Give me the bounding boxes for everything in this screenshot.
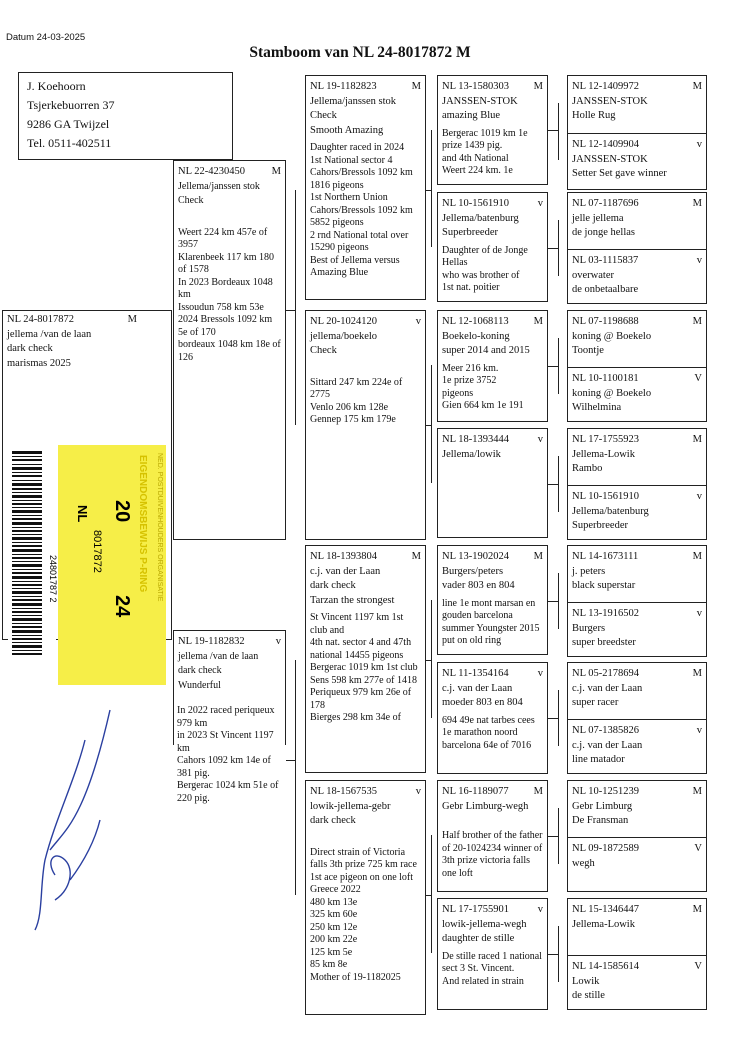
pedigree-text: Superbreeder — [442, 227, 498, 238]
gen4-pair-8 — [567, 898, 707, 1010]
gen3-box-8 — [437, 898, 548, 1010]
connector — [426, 190, 431, 191]
subject-name: marismas 2025 — [7, 357, 71, 369]
pedigree-text: NL 09-1872589 — [572, 843, 639, 854]
pedigree-text: de stille — [572, 990, 605, 1001]
ring-stamp — [8, 445, 173, 685]
gen3-box-5 — [437, 545, 548, 655]
pedigree-text: NL 14-1585614 — [572, 961, 639, 972]
pedigree-text: lowik-jellema-wegh — [442, 918, 527, 930]
pedigree-text: Sens 598 km 277e of 1418 — [310, 674, 417, 686]
pedigree-text: NL 12-1409972 — [572, 81, 639, 92]
connector — [558, 220, 559, 276]
pedigree-text: Gebr Limburg — [572, 800, 633, 812]
pedigree-text: Tarzan the strongest — [310, 594, 395, 606]
pedigree-text: NL 12-1068113 — [442, 316, 509, 327]
pedigree-text: De Fransman — [572, 815, 629, 826]
sire-note-line: 2024 Bressols 1092 km 5e of 170 — [178, 314, 273, 338]
pedigree-text: 325 km 60e — [310, 909, 358, 920]
pedigree-text: and 4th National — [442, 152, 509, 164]
page-title: Stamboom van NL 24-8017872 M — [249, 44, 471, 61]
pedigree-text: Half brother of the father of 20-1024234 winner of 3th prize victoria falls one loft — [442, 830, 543, 879]
owner-street: Tsjerkebuorren 37 — [27, 98, 115, 112]
pedigree-text: v — [696, 139, 702, 150]
sire-ring: NL 22-4230450 — [178, 166, 245, 177]
connector — [426, 425, 431, 426]
pedigree-text: Meer 216 km. — [442, 362, 499, 374]
pedigree-text: c.j. van der Laan — [310, 565, 381, 577]
pedigree-text: NL 10-1251239 — [572, 786, 639, 797]
barcode-number: 24801787 2 — [48, 555, 58, 603]
pedigree-text: NL 15-1346447 — [572, 904, 639, 915]
pedigree-text: dark check — [310, 580, 356, 591]
pedigree-text: super breedster — [572, 637, 636, 648]
pedigree-text: v — [696, 255, 702, 266]
pedigree-text: NL 19-1182823 — [310, 81, 377, 92]
pedigree-text: De stille raced 1 national sect 3 St. Vincent. — [442, 950, 542, 974]
pedigree-text: 1st nat. poitier — [442, 282, 500, 293]
sire-note-line: Klarenbeek 117 km 180 of 1578 — [178, 251, 274, 275]
owner-phone: Tel. 0511-402511 — [27, 136, 112, 150]
pedigree-text: barcelona 64e of 7016 — [442, 739, 532, 751]
connector — [548, 366, 558, 367]
connector — [558, 690, 559, 746]
pedigree-text: Jellema/lowik — [442, 448, 501, 460]
gen4-pair-4 — [567, 428, 707, 540]
print-date: Datum 24-03-2025 — [6, 32, 86, 43]
sire-note-line: In 2023 Bordeaux 1048 km — [178, 276, 273, 300]
gen4-pair-2 — [567, 192, 707, 304]
signature — [15, 700, 125, 940]
subject-strain: jellema /van de laan — [7, 328, 92, 340]
pedigree-text: And related in strain — [442, 975, 524, 987]
pedigree-text: v — [696, 725, 702, 736]
stamp-ring-text: EIGENDOMSBEWIJS P-RING — [137, 455, 148, 593]
dam-color: dark check — [178, 665, 222, 676]
pedigree-text: Jellema/batenburg — [442, 212, 519, 224]
pedigree-text: 1st ace pigeon on one loft Greece 2022 — [310, 871, 414, 895]
pedigree-text: Gebr Limburg-wegh — [442, 800, 529, 812]
pedigree-text: Rambo — [572, 463, 603, 474]
pedigree-text: Bergerac 1019 km 1e prize 1439 pig. — [442, 127, 528, 151]
pedigree-text: Lowik — [572, 975, 600, 987]
connector — [558, 926, 559, 982]
pedigree-text: super racer — [572, 697, 619, 708]
pedigree-text: NL 07-1385826 — [572, 725, 639, 736]
pedigree-text: NL 13-1580303 — [442, 81, 509, 92]
pedigree-text: c.j. van der Laan — [442, 682, 513, 694]
gen4-pair-6 — [567, 662, 707, 774]
pedigree-text: V — [694, 843, 702, 854]
connector — [548, 836, 558, 837]
dam-sex: v — [275, 636, 281, 647]
pedigree-text: c.j. van der Laan — [572, 739, 643, 751]
signature-stroke — [35, 710, 110, 930]
pedigree-text: 85 km 8e — [310, 959, 348, 970]
connector — [431, 600, 432, 718]
owner-city: 9286 GA Twijzel — [27, 117, 110, 131]
pedigree-text: Mother of 19-1182025 — [310, 971, 401, 983]
pedigree-text: amazing Blue — [442, 110, 501, 121]
pedigree-text: Check — [310, 110, 337, 121]
owner-box — [18, 72, 233, 160]
connector — [548, 484, 558, 485]
gen3-box-1 — [437, 75, 548, 185]
gen2-box-2 — [305, 310, 426, 540]
pedigree-text: Periqueux 979 km 26e of 178 — [310, 687, 412, 711]
gen2-box-3 — [305, 545, 426, 773]
pedigree-text: Daughter of de Jonge Hellas — [442, 244, 528, 268]
pedigree-text: NL 07-1187696 — [572, 198, 639, 209]
pedigree-text: NL 20-1024120 — [310, 316, 377, 327]
gen2-box-4 — [305, 780, 426, 1015]
gen3-box-6 — [437, 662, 548, 774]
pedigree-text: V — [694, 961, 702, 972]
pedigree-text: 1e prize 3752 — [442, 375, 497, 386]
pedigree-text: c.j. van der Laan — [572, 682, 643, 694]
dam-ring: NL 19-1182832 — [178, 636, 245, 647]
pedigree-text: NL 12-1409904 — [572, 139, 639, 150]
pedigree-text: NL 18-1393804 — [310, 551, 377, 562]
stamp-year-top: 20 — [111, 500, 133, 523]
pedigree-text: M — [692, 316, 702, 327]
pedigree-text: M — [692, 786, 702, 797]
pedigree-text: 1st National sector 4 Cahors/Bressols 1092 km 1816 pigeons — [310, 154, 413, 191]
pedigree-text: M — [533, 551, 543, 562]
gen4-pair-3 — [567, 310, 707, 422]
pedigree-text: v — [415, 786, 421, 797]
pedigree-text: NL 03-1115837 — [572, 255, 639, 266]
sire-color: Check — [178, 195, 204, 206]
pedigree-text: vader 803 en 804 — [442, 580, 515, 591]
pedigree-text: Burgers — [572, 622, 606, 634]
pedigree-text: NL 14-1673111 — [572, 551, 639, 562]
pedigree-text: jelle jellema — [572, 212, 624, 224]
pedigree-text: NL 10-1100181 — [572, 373, 639, 384]
pedigree-text: Superbreeder — [572, 520, 628, 531]
pedigree-text: Boekelo-koning — [442, 330, 510, 342]
pedigree-text: Setter Set gave winner — [572, 168, 667, 179]
connector — [431, 835, 432, 953]
stamp-country: NL — [75, 505, 90, 523]
connector — [558, 573, 559, 629]
pedigree-text: v — [537, 434, 543, 445]
connector — [548, 248, 558, 249]
pedigree-text: M — [411, 81, 421, 92]
connector — [558, 456, 559, 512]
pedigree-text: v — [415, 316, 421, 327]
connector — [558, 103, 559, 160]
gen4-pair-1 — [567, 75, 707, 190]
pedigree-text: NL 18-1393444 — [442, 434, 509, 445]
pedigree-text: M — [411, 551, 421, 562]
pedigree-text: NL 05-2178694 — [572, 668, 639, 679]
pedigree-text: v — [537, 904, 543, 915]
dam-note-line: Bergerac 1024 km 51e of 220 pig. — [177, 780, 279, 804]
pedigree-text: M — [533, 316, 543, 327]
stamp-yellow-area — [58, 445, 166, 685]
connector — [426, 660, 431, 661]
pedigree-text: M — [692, 904, 702, 915]
pedigree-text: M — [533, 786, 543, 797]
pedigree-text: NL 17-1755901 — [442, 904, 509, 915]
stamp-org-text: NED. POSTDUIVENHOUDERS ORGANISATIE — [156, 453, 163, 602]
pedigree-text: M — [692, 551, 702, 562]
sire-note-line: Weert 224 km 457e of 3957 — [178, 226, 268, 250]
dam-name: Wunderful — [178, 679, 221, 691]
pedigree-text: Jellema-Lowik — [572, 448, 635, 460]
stamp-ring-number: 8017872 — [91, 530, 103, 573]
sire-sex: M — [271, 166, 281, 177]
pedigree-text: 1st Northern Union Cahors/Bressols 1092 km 5852 pigeons — [310, 192, 413, 228]
pedigree-text: NL 10-1561910 — [442, 198, 509, 209]
sire-note-line: Issoudun 758 km 53e — [178, 301, 264, 313]
subject-sex: M — [127, 314, 137, 325]
sire-strain: Jellema/janssen stok — [178, 180, 260, 192]
pedigree-text: daughter de stille — [442, 933, 515, 944]
pedigree-text: Smooth Amazing — [310, 124, 384, 136]
pedigree-text: Direct strain of Victoria falls 3th prize 725 km race — [310, 846, 417, 870]
owner-name: J. Koehoorn — [27, 79, 86, 93]
connector — [295, 190, 296, 425]
pedigree-text: 480 km 13e — [310, 896, 358, 908]
pedigree-text: pigeons — [442, 387, 474, 399]
pedigree-text: j. peters — [572, 565, 606, 577]
pedigree-text: Holle Rug — [572, 110, 616, 121]
pedigree-text: M — [692, 198, 702, 209]
pedigree-text: V — [694, 373, 702, 384]
pedigree-text: NL 10-1561910 — [572, 491, 639, 502]
pedigree-text: 694 49e nat tarbes cees 1e marathon noord — [442, 714, 535, 738]
connector — [558, 338, 559, 394]
pedigree-text: Gennep 175 km 179e — [310, 414, 396, 425]
pedigree-text: Bergerac 1019 km 1st club — [310, 662, 418, 673]
pedigree-text: Burgers/peters — [442, 565, 504, 577]
gen2-box-1 — [305, 75, 426, 300]
pedigree-text: 250 km 12e — [310, 921, 358, 933]
connector — [426, 895, 431, 896]
pedigree-text: NL 11-1354164 — [442, 668, 509, 679]
pedigree-text: NL 07-1198688 — [572, 316, 639, 327]
pedigree-text: wegh — [572, 857, 595, 869]
pedigree-text: v — [696, 491, 702, 502]
connector — [548, 718, 558, 719]
connector — [431, 365, 432, 483]
sire-note-line: bordeaux 1048 km 18e of 126 — [178, 339, 281, 363]
pedigree-text: overwater — [572, 269, 614, 281]
pedigree-text: de jonge hellas — [572, 227, 635, 238]
pedigree-text: Toontje — [572, 345, 604, 356]
pedigree-text: Jellema/janssen stok — [310, 95, 397, 107]
pedigree-text: Daughter raced in 2024 — [310, 142, 405, 153]
pedigree-text: M — [692, 434, 702, 445]
pedigree-text: black superstar — [572, 580, 636, 591]
connector — [548, 130, 558, 131]
pedigree-text: v — [537, 668, 543, 679]
connector — [431, 130, 432, 247]
pedigree-text: NL 18-1567535 — [310, 786, 377, 797]
pedigree-text: jellema/boekelo — [310, 330, 378, 342]
gen3-box-2 — [437, 192, 548, 302]
pedigree-text: 4th nat. sector 4 and 47th national 14455 pigeons — [310, 637, 412, 661]
pedigree-text: NL 13-1902024 — [442, 551, 509, 562]
pedigree-text: Weert 224 km. 1e — [442, 165, 513, 176]
pedigree-text: lowik-jellema-gebr — [310, 800, 391, 812]
gen3-box-7 — [437, 780, 548, 892]
pedigree-text: line matador — [572, 754, 625, 765]
pedigree-text: JANSSEN-STOK — [572, 95, 648, 107]
connector — [548, 601, 558, 602]
subject-color: dark check — [7, 343, 53, 354]
pedigree-text: koning @ Boekelo — [572, 330, 652, 342]
pedigree-text: Jellema-Lowik — [572, 918, 635, 930]
dam-note-line: in 2023 St Vincent 1197 km — [177, 730, 274, 754]
pedigree-text: koning @ Boekelo — [572, 387, 652, 399]
gen4-pair-7 — [567, 780, 707, 892]
pedigree-text: v — [696, 608, 702, 619]
sire-box — [173, 160, 286, 540]
connector — [558, 808, 559, 864]
pedigree-text: JANSSEN-STOK — [442, 95, 518, 107]
pedigree-text: moeder 803 en 804 — [442, 697, 523, 708]
pedigree-text: super 2014 and 2015 — [442, 345, 530, 356]
dam-note-line: In 2022 raced periqueux 979 km — [177, 705, 275, 729]
pedigree-text: Venlo 206 km 128e — [310, 401, 389, 413]
pedigree-text: v — [537, 198, 543, 209]
connector — [295, 660, 296, 895]
subject-ring: NL 24-8017872 — [7, 314, 74, 325]
pedigree-text: dark check — [310, 815, 356, 826]
gen3-box-4 — [437, 428, 548, 538]
dam-strain: jellema /van de laan — [178, 650, 259, 662]
pedigree-text: NL 13-1916502 — [572, 608, 639, 619]
pedigree-text: Wilhelmina — [572, 402, 622, 413]
pedigree-text: NL 16-1189077 — [442, 786, 509, 797]
pedigree-text: Sittard 247 km 224e of 2775 — [310, 376, 403, 400]
pedigree-text: M — [533, 81, 543, 92]
pedigree-text: Gien 664 km 1e 191 — [442, 400, 524, 411]
pedigree-text: line 1e mont marsan en gouden barcelona summer Youngster 2015 put on old ring — [442, 597, 540, 646]
connector — [286, 310, 295, 311]
pedigree-text: 125 km 5e — [310, 946, 353, 958]
pedigree-text: Best of Jellema versus Amazing Blue — [310, 254, 400, 278]
pedigree-text: Check — [310, 345, 337, 356]
pedigree-text: who was brother of — [442, 269, 520, 281]
connector — [286, 760, 295, 761]
pedigree-text: NL 17-1755923 — [572, 434, 639, 445]
pedigree-text: 200 km 22e — [310, 934, 358, 945]
pedigree-text: Jellema/batenburg — [572, 505, 649, 517]
pedigree-text: St Vincent 1197 km 1st club and — [310, 612, 404, 636]
pedigree-text: 2 rnd National total over 15290 pigeons — [310, 229, 409, 253]
pedigree-text: de onbetaalbare — [572, 284, 639, 295]
pedigree-text: JANSSEN-STOK — [572, 153, 648, 165]
dam-note-line: Cahors 1092 km 14e of 381 pig. — [177, 755, 271, 779]
dam-note — [173, 703, 286, 807]
connector — [548, 954, 558, 955]
gen3-box-3 — [437, 310, 548, 422]
stamp-year-bottom: 24 — [111, 595, 133, 618]
gen4-pair-5 — [567, 545, 707, 657]
pedigree-text: M — [692, 81, 702, 92]
pedigree-text: M — [692, 668, 702, 679]
pedigree-text: Bierges 298 km 34e of — [310, 712, 401, 723]
